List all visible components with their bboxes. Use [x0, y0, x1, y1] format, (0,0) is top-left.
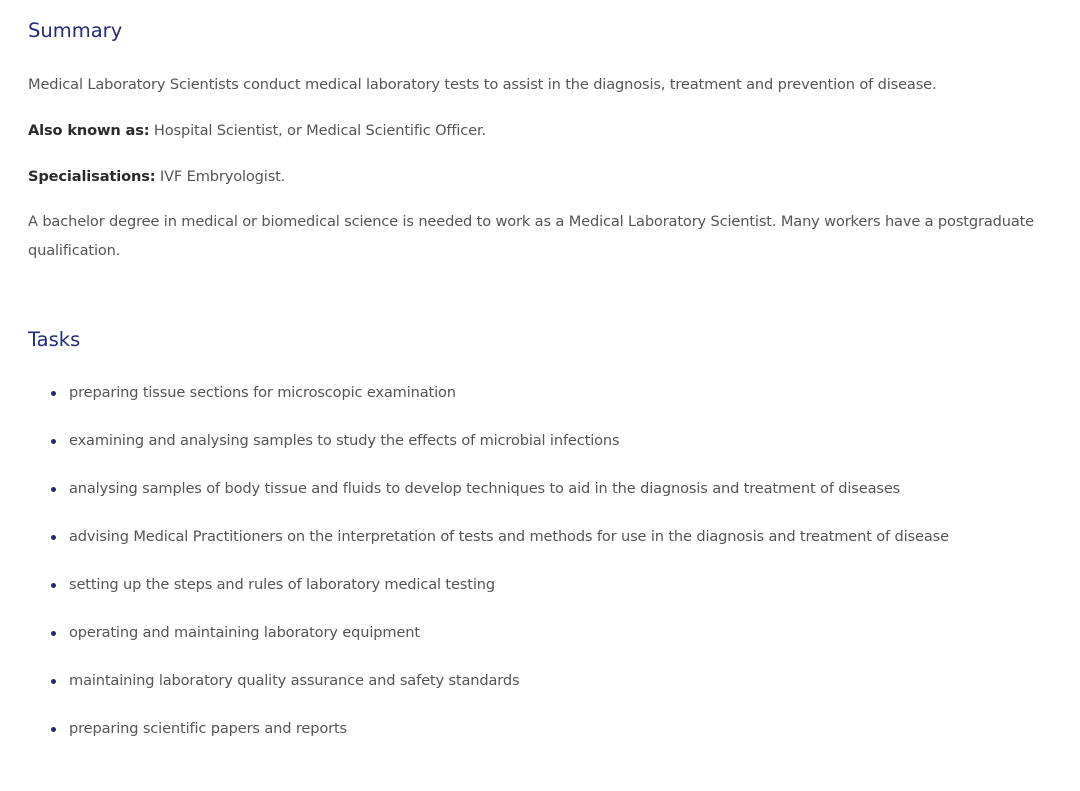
task-text: examining and analysing samples to study the effects of microbial infections	[69, 432, 620, 449]
task-text: setting up the steps and rules of laboratory medical testing	[69, 576, 495, 593]
specialisations-label: Specialisations:	[28, 168, 156, 185]
bullet-icon	[51, 439, 56, 444]
education-requirements: A bachelor degree in medical or biomedical science is needed to work as a Medical Laboratory Scientist. Many workers have a postgraduate qualification.	[28, 213, 1035, 259]
task-item	[28, 619, 1069, 647]
also-known-as-value: Hospital Scientist, or Medical Scientific Officer.	[149, 122, 486, 139]
task-text: advising Medical Practitioners on the interpretation of tests and methods for use in the diagnosis and treatment of disease	[69, 528, 949, 545]
task-text: preparing tissue sections for microscopic examination	[69, 384, 456, 401]
task-item	[28, 475, 1069, 503]
summary-description: Medical Laboratory Scientists conduct medical laboratory tests to assist in the diagnosis, treatment and prevention of disease.	[28, 76, 937, 93]
bullet-icon	[51, 583, 56, 588]
task-item	[28, 667, 1069, 695]
bullet-icon	[51, 535, 56, 540]
task-text: analysing samples of body tissue and fluids to develop techniques to aid in the diagnosis and treatment of diseases	[69, 480, 901, 497]
also-known-as	[28, 116, 1080, 145]
task-item	[28, 523, 1069, 551]
task-text: preparing scientific papers and reports	[69, 720, 347, 737]
bullet-icon	[51, 487, 56, 492]
task-item	[28, 379, 1069, 407]
task-text: maintaining laboratory quality assurance and safety standards	[69, 672, 520, 689]
bullet-icon	[51, 391, 56, 396]
tasks-heading: Tasks	[28, 328, 81, 351]
also-known-as-label: Also known as:	[28, 122, 150, 139]
specialisations	[28, 162, 1080, 191]
task-item	[28, 571, 1069, 599]
tasks-section	[28, 327, 1080, 743]
summary-section	[28, 0, 1080, 265]
summary-heading: Summary	[28, 19, 123, 42]
task-text: operating and maintaining laboratory equipment	[69, 624, 420, 641]
bullet-icon	[51, 679, 56, 684]
task-item	[28, 427, 1069, 455]
bullet-icon	[51, 727, 56, 732]
specialisations-value: IVF Embryologist.	[155, 168, 286, 185]
bullet-icon	[51, 631, 56, 636]
task-list	[28, 379, 1080, 743]
task-item	[28, 715, 1069, 743]
